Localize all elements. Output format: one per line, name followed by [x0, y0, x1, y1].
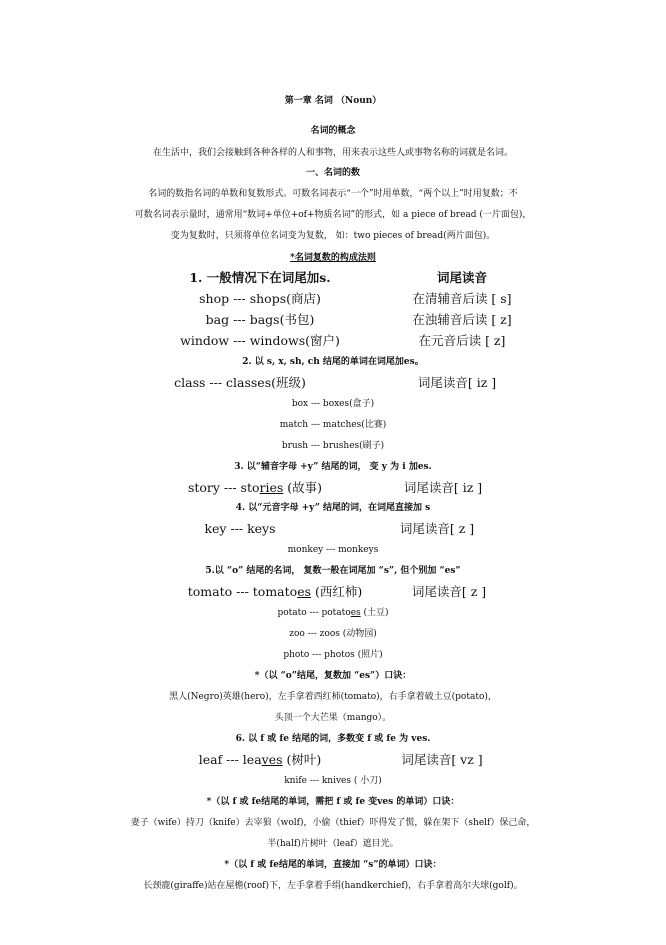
number-heading: 一、名词的数	[305, 168, 360, 178]
rule3-example-gloss: (故事)	[283, 480, 323, 495]
rule5-example-2	[0, 603, 666, 623]
rule2-example-3: match --- matches(比赛)	[279, 420, 387, 430]
rule6-example-1-suffix: ves	[261, 752, 283, 767]
rule5-title: 5.以 “o” 结尾的名词， 复数一般在词尾加 “s”, 但个别加 “es”	[205, 566, 461, 576]
rule5-example-3: zoo --- zoos (动物园)	[289, 629, 377, 639]
mnemonic2-title: *（以 f 或 fe结尾的单词，需把 f 或 fe 变ves 的单词）口诀：	[206, 797, 460, 807]
rule5-example-1-suffix: es	[297, 584, 311, 599]
rule1-pron-3: 在元音后读 [ z]	[418, 333, 506, 348]
concept-text: 在生活中，我们会接触到各种各样的人和事物，用来表示这些人或事物名称的词就是名词。	[152, 148, 513, 158]
rule1-example-3: window --- windows(窗户)	[180, 333, 340, 348]
mnemonic3-line-1: 长颈鹿(giraffe)站在屋檐(roof)下，左手拿着手绢(handkerchief)，右手拿着高尔夫球(golf)。	[143, 881, 523, 891]
number-para-line-2: 可数名词表示量时，通常用“数词+单位+of+物质名词”的形式，如 a piece of bread (一片面包)，	[134, 210, 532, 220]
rules-heading: *名词复数的构成法则	[290, 253, 376, 263]
rule6-example-2: knife --- knives ( 小刀)	[284, 776, 382, 786]
mnemonic1-title: *（以 “o”结尾，复数加 “es”）口诀：	[254, 671, 412, 681]
rule2-example-1: class --- classes(班级)	[174, 375, 306, 390]
rule5-example-1	[170, 582, 380, 602]
rule4-title: 4. 以“元音字母 +y” 结尾的词，在词尾直接加 s	[235, 503, 431, 513]
rule3-example-stem: story --- sto	[187, 480, 260, 495]
mnemonic1-line-1: 黑人(Negro)英雄(hero)，左手拿着西红柿(tomato)，右手拿着破土豆(potato)，	[169, 692, 497, 702]
rule1-pron-1: 在清辅音后读 [ s]	[412, 291, 512, 306]
concept-heading: 名词的概念	[310, 126, 356, 136]
rule6-title: 6. 以 f 或 fe 结尾的词，多数变 f 或 fe 为 ves.	[235, 734, 431, 744]
mnemonic2-line-1: 妻子（wife）持刀（knife）去宰狼（wolf)，小偷（thief）吓得发了慌，躲在架下（shelf）保己命，	[130, 818, 536, 828]
rule3-example	[160, 478, 350, 498]
mnemonic1-line-2: 头顶一个大芒果（mango）。	[274, 713, 392, 723]
rule1-example-2: bag --- bags(书包)	[205, 312, 315, 327]
rule2-example-2: box --- boxes(盒子)	[291, 399, 375, 409]
rule5-example-2-suffix: es	[350, 608, 361, 618]
rule5-example-4: photo --- photos (照片)	[283, 650, 383, 660]
rule5-pron: 词尾读音[ z ]	[411, 584, 487, 599]
rule6-pron: 词尾读音[ vz ]	[401, 752, 483, 767]
rule2-pron: 词尾读音[ iz ]	[417, 375, 497, 390]
number-para-line-1: 名词的数指名词的单数和复数形式。可数名词表示“一个”时用单数，“两个以上”时用复数；不	[148, 189, 518, 199]
rule4-pron: 词尾读音[ z ]	[399, 521, 475, 536]
rule6-example-1	[180, 750, 340, 770]
rule3-pron: 词尾读音[ iz ]	[403, 480, 483, 495]
rule4-example-2: monkey --- monkeys	[287, 545, 379, 555]
rule2-title: 2. 以 s, x, sh, ch 结尾的单词在词尾加es。	[242, 357, 424, 367]
rule5-example-2-stem: potato --- potato	[277, 608, 351, 618]
rule4-example-1: key --- keys	[204, 521, 276, 536]
rule5-example-1-stem: tomato --- tomato	[187, 584, 298, 599]
rule1-pron-2: 在浊辅音后读 [ z]	[412, 312, 512, 327]
rule6-example-1-gloss: (树叶)	[282, 752, 322, 767]
mnemonic2-line-2: 半(half)片树叶（leaf）遮目光。	[267, 839, 399, 849]
mnemonic3-title: *（以 f 或 fe结尾的单词，直接加 “s”的单词）口诀：	[224, 860, 442, 870]
rule5-example-2-gloss: (土豆)	[360, 608, 389, 618]
rule1-example-1: shop --- shops(商店)	[199, 291, 321, 306]
rule3-example-suffix: ries	[259, 480, 284, 495]
rule6-example-1-stem: leaf --- lea	[198, 752, 262, 767]
rule2-example-4: brush --- brushes(刷子)	[281, 441, 385, 451]
number-para-line-3: 变为复数时，只须将单位名词变为复数， 如：two pieces of bread(两片面包)。	[170, 231, 496, 241]
chapter-title: 第一章 名词 （Noun）	[284, 96, 382, 106]
rule1-pron-title: 词尾读音	[436, 270, 487, 285]
rule1-title: 1. 一般情况下在词尾加s.	[189, 270, 331, 285]
rule3-title: 3. 以“辅音字母 +y” 结尾的词， 变 y 为 i 加es.	[234, 462, 432, 472]
rule5-example-1-gloss: (西红柿)	[311, 584, 363, 599]
